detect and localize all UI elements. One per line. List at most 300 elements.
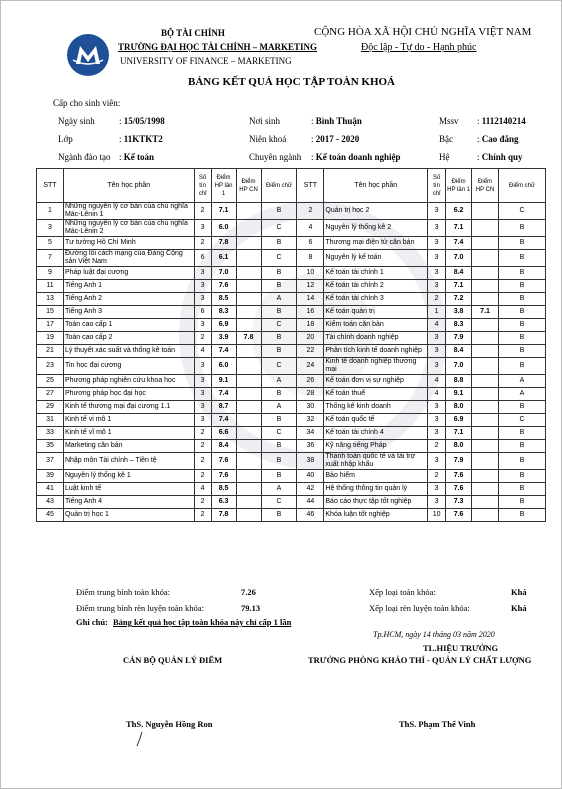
cell-score-1: 7.3 <box>446 496 472 509</box>
cell-stt: 23 <box>37 358 64 375</box>
signer-left-name: ThS. Nguyễn Hồng Ron <box>126 719 213 729</box>
system-label: Hệ <box>439 152 450 162</box>
cell-stt: 17 <box>37 319 64 332</box>
cell-stt: 25 <box>37 375 64 388</box>
cell-letter: B <box>261 203 297 220</box>
table-row <box>37 483 546 496</box>
cell-course: Nguyên lý kế toán <box>324 250 428 267</box>
cell-course: Kế toán tài chính 1 <box>324 267 428 280</box>
cell-score-1: 8.0 <box>446 440 472 453</box>
cell-stt: 46 <box>297 509 324 522</box>
cell-course: Những nguyên lý cơ bản của chủ nghĩa Mác-Lênin 1 <box>63 203 194 220</box>
cell-stt: 5 <box>37 237 64 250</box>
cell-course: Thống kê kinh doanh <box>324 401 428 414</box>
conduct-rank-value: Khá <box>511 603 527 613</box>
cell-stt: 36 <box>297 440 324 453</box>
cell-credits: 3 <box>194 267 211 280</box>
cell-stt: 30 <box>297 401 324 414</box>
cell-letter: B <box>261 414 297 427</box>
cell-score-final <box>472 414 499 427</box>
ministry-name: BỘ TÀI CHÍNH <box>161 28 225 38</box>
header-score-final: Điểm HP CN <box>472 169 499 203</box>
header-letter: Điểm chữ <box>499 169 546 203</box>
table-row <box>37 427 546 440</box>
cell-score-final <box>236 250 261 267</box>
cell-letter: B <box>499 358 546 375</box>
cell-credits: 2 <box>428 470 446 483</box>
cell-credits: 2 <box>194 453 211 470</box>
cell-score-final <box>472 345 499 358</box>
cell-course: Luật kinh tế <box>63 483 194 496</box>
cell-stt: 10 <box>297 267 324 280</box>
cell-score-final <box>236 280 261 293</box>
cell-score-final <box>236 293 261 306</box>
cell-score-final <box>236 306 261 319</box>
cell-score-final <box>236 453 261 470</box>
system-value: Chính quy <box>481 152 523 162</box>
cell-score-final <box>236 440 261 453</box>
cell-course: Bảo hiểm <box>324 470 428 483</box>
cell-score-1: 7.6 <box>446 509 472 522</box>
cell-course: Phương pháp nghiên cứu khoa học <box>63 375 194 388</box>
cell-score-1: 6.3 <box>211 496 236 509</box>
specialization-value: Kế toán doanh nghiệp <box>315 152 401 162</box>
cell-letter: B <box>499 401 546 414</box>
cell-score-1: 8.4 <box>211 440 236 453</box>
cell-score-final <box>472 440 499 453</box>
table-row <box>37 358 546 375</box>
class-label: Lớp <box>58 134 73 144</box>
cell-course: Kế toán quản trị <box>324 306 428 319</box>
cell-letter: B <box>261 306 297 319</box>
cell-credits: 3 <box>428 358 446 375</box>
cell-score-1: 8.0 <box>446 401 472 414</box>
cell-stt: 16 <box>297 306 324 319</box>
cell-credits: 2 <box>428 293 446 306</box>
cell-course: Đường lối cách mạng của Đảng Cộng sản Việt Nam <box>63 250 194 267</box>
table-row <box>37 203 546 220</box>
table-row <box>37 440 546 453</box>
cell-letter: B <box>499 332 546 345</box>
cell-score-1: 7.0 <box>211 267 236 280</box>
cell-score-1: 9.1 <box>446 388 472 401</box>
table-row <box>37 293 546 306</box>
conduct-rank-label: Xếp loại rèn luyện toàn khóa: <box>369 603 470 613</box>
conduct-value: 79.13 <box>241 603 261 613</box>
cell-credits: 3 <box>428 250 446 267</box>
table-row <box>37 332 546 345</box>
cell-score-1: 7.9 <box>446 332 472 345</box>
table-row <box>37 250 546 267</box>
birthplace-value: Bình Thuận <box>315 116 362 126</box>
cell-score-final <box>472 319 499 332</box>
cell-score-final <box>472 496 499 509</box>
cell-score-1: 8.7 <box>211 401 236 414</box>
cell-score-final <box>472 237 499 250</box>
cell-letter: B <box>499 427 546 440</box>
level-label: Bậc <box>439 134 453 144</box>
table-row <box>37 496 546 509</box>
header-letter: Điểm chữ <box>261 169 297 203</box>
cell-score-1: 7.6 <box>446 470 472 483</box>
cell-score-1: 7.4 <box>211 414 236 427</box>
rank-label: Xếp loại toàn khóa: <box>369 587 436 597</box>
cell-course: Nhập môn Tài chính – Tiền tệ <box>63 453 194 470</box>
cell-score-1: 8.5 <box>211 483 236 496</box>
cell-credits: 3 <box>428 414 446 427</box>
cell-stt: 44 <box>297 496 324 509</box>
cell-stt: 21 <box>37 345 64 358</box>
cell-stt: 40 <box>297 470 324 483</box>
header-stt: STT <box>37 169 64 203</box>
cell-score-1: 6.2 <box>446 203 472 220</box>
cell-course: Nguyên lý thống kê 2 <box>324 220 428 237</box>
cell-credits: 2 <box>194 332 211 345</box>
cell-stt: 14 <box>297 293 324 306</box>
note-label: Ghi chú: <box>76 617 108 627</box>
dob-value: 15/05/1998 <box>123 116 165 126</box>
table-row <box>37 414 546 427</box>
cell-score-1: 8.3 <box>211 306 236 319</box>
cell-score-1: 3.9 <box>211 332 236 345</box>
cell-stt: 24 <box>297 358 324 375</box>
cell-letter: B <box>261 237 297 250</box>
cell-letter: C <box>261 358 297 375</box>
cell-score-1: 7.0 <box>446 358 472 375</box>
cell-letter: C <box>261 319 297 332</box>
cell-stt: 2 <box>297 203 324 220</box>
cell-score-1: 7.9 <box>446 453 472 470</box>
table-row <box>37 375 546 388</box>
cell-stt: 41 <box>37 483 64 496</box>
cell-credits: 2 <box>194 203 211 220</box>
cell-stt: 20 <box>297 332 324 345</box>
birthplace-label: Nơi sinh <box>249 116 281 126</box>
cell-course: Phương pháp học đại học <box>63 388 194 401</box>
cell-letter: B <box>261 470 297 483</box>
conduct-label: Điểm trung bình rèn luyện toàn khóa: <box>76 603 204 613</box>
issue-date: Tp.HCM, ngày 14 tháng 03 năm 2020 <box>373 630 495 639</box>
cell-score-final: 7.8 <box>236 332 261 345</box>
cell-stt: 13 <box>37 293 64 306</box>
cell-score-final <box>472 470 499 483</box>
cell-credits: 10 <box>428 509 446 522</box>
issued-for-label: Cấp cho sinh viên: <box>53 98 121 108</box>
cell-score-1: 7.1 <box>446 220 472 237</box>
cell-stt: 29 <box>37 401 64 414</box>
cell-credits: 1 <box>428 306 446 319</box>
major-label: Ngành đào tạo <box>58 152 111 162</box>
cell-score-final <box>472 453 499 470</box>
cell-credits: 3 <box>428 332 446 345</box>
cell-course: Kế toán tài chính 3 <box>324 293 428 306</box>
header-score-final: Điểm HP CN <box>236 169 261 203</box>
cell-stt: 8 <box>297 250 324 267</box>
cell-credits: 2 <box>428 440 446 453</box>
cell-course: Pháp luật đại cương <box>63 267 194 280</box>
cell-course: Kế toán tài chính 2 <box>324 280 428 293</box>
table-row <box>37 319 546 332</box>
cell-course: Phân tích kinh tế doanh nghiệp <box>324 345 428 358</box>
table-row <box>37 237 546 250</box>
cell-score-final <box>472 509 499 522</box>
table-row <box>37 280 546 293</box>
cohort-label: Niên khoá <box>249 134 287 144</box>
cell-letter: B <box>499 220 546 237</box>
cell-course: Kế toán thuế <box>324 388 428 401</box>
cell-score-final <box>472 483 499 496</box>
cell-credits: 3 <box>428 220 446 237</box>
cell-course: Kế toán tài chính 4 <box>324 427 428 440</box>
cell-score-final <box>472 388 499 401</box>
cell-score-final <box>236 496 261 509</box>
cell-score-1: 7.6 <box>211 280 236 293</box>
cell-course: Kinh tế doanh nghiệp thương mại <box>324 358 428 375</box>
cell-course: Thanh toán quốc tế và tài trợ xuất nhập khẩu <box>324 453 428 470</box>
signer-right-name: ThS. Phạm Thế Vinh <box>399 719 476 729</box>
cell-credits: 3 <box>428 427 446 440</box>
cell-stt: 19 <box>37 332 64 345</box>
cell-score-final <box>472 332 499 345</box>
cell-score-1: 7.4 <box>211 388 236 401</box>
cell-credits: 3 <box>194 358 211 375</box>
cell-course: Thương mại điện tử căn bản <box>324 237 428 250</box>
cell-letter: A <box>261 293 297 306</box>
cell-stt: 37 <box>37 453 64 470</box>
cell-credits: 3 <box>194 375 211 388</box>
cell-letter: C <box>261 496 297 509</box>
cell-course: Báo cáo thực tập tốt nghiệp <box>324 496 428 509</box>
university-name-vi: TRƯỜNG ĐẠI HỌC TÀI CHÍNH – MARKETING <box>118 42 318 52</box>
cell-letter: B <box>499 470 546 483</box>
cell-letter: B <box>499 509 546 522</box>
specialization-label: Chuyên ngành <box>249 152 302 162</box>
cell-score-1: 7.1 <box>211 203 236 220</box>
cell-course: Nguyên lý thống kê 1 <box>63 470 194 483</box>
cell-score-final <box>236 358 261 375</box>
major-value: Kế toán <box>123 152 155 162</box>
cell-score-final <box>236 203 261 220</box>
cell-letter: B <box>261 280 297 293</box>
cell-stt: 7 <box>37 250 64 267</box>
table-header-row <box>37 169 546 203</box>
cell-score-final <box>472 358 499 375</box>
cell-score-final <box>236 237 261 250</box>
cell-credits: 3 <box>428 237 446 250</box>
cell-score-final <box>236 220 261 237</box>
cell-score-1: 7.6 <box>446 483 472 496</box>
cell-score-final: 7.1 <box>472 306 499 319</box>
cell-score-final <box>472 427 499 440</box>
cell-course: Kỹ năng tiếng Pháp <box>324 440 428 453</box>
cell-letter: B <box>261 388 297 401</box>
cell-score-final <box>236 414 261 427</box>
cell-score-final <box>236 388 261 401</box>
cell-stt: 15 <box>37 306 64 319</box>
cell-score-1: 3.8 <box>446 306 472 319</box>
cell-score-final <box>472 280 499 293</box>
cell-letter: C <box>499 203 546 220</box>
cell-credits: 3 <box>428 267 446 280</box>
student-id-label: Mssv <box>439 116 459 126</box>
cell-course: Kế toán đơn vị sự nghiệp <box>324 375 428 388</box>
cell-letter: C <box>261 427 297 440</box>
cell-letter: C <box>261 250 297 267</box>
cell-letter: B <box>499 319 546 332</box>
cell-score-final <box>236 427 261 440</box>
cell-score-final <box>236 509 261 522</box>
cell-stt: 3 <box>37 220 64 237</box>
cell-course: Tiếng Anh 3 <box>63 306 194 319</box>
cell-credits: 3 <box>428 453 446 470</box>
transcript-page: BỘ TÀI CHÍNH TRƯỜNG ĐẠI HỌC TÀI CHÍNH – MARKETING UNIVERSITY OF FINANCE – MARKETING CỘNG HÒA XÃ HỘI CHỦ NGHĨA VIỆT NAM Độc lập - Tự do - Hạnh phúc BẢNG KẾT QUẢ HỌC TẬP TOÀN KHOÁ Cấp cho sinh viên: Ngày sinh : 15/05/1998 Nơi sinh : Bình Thuận Mssv : 1112140214 Lớp : 11KTKT2 Niên khoá : 2017 - 2020 Bậc : Cao đẳng Ngành đào tạo : Kế toán Chuyên ngành : Kế toán doanh nghiệp Hệ : Chính quy STT Tên học phần Số tín chỉ Điểm HP lần 1 Điểm HP CN Điểm chữ STT Tên học phần Số tín chỉ Điểm HP lần 1 Điểm HP CN Điểm chữ 1 Những nguyên lý cơ bản của chủ nghĩa Mác-Lênin 1 2 7.1 B 2 Quản trị học 2 3 6.2 C 3 Những nguyên lý cơ bản của chủ nghĩa Mác-Lênin 2 3 6.0 C 4 Nguyên lý thống kê 2 3 7.1 B 5 Tư tưởng Hồ Chí Minh 2 7.8 B 6 Thương mại điện tử căn bản 3 7.4 B 7 Đường lối cách mạng của Đảng Cộng sản Việt Nam 6 6.1 C 8 Nguyên lý kế toán 3 7.0 B 9 Pháp luật đại cương 3 7.0 B 10 Kế toán tài chính 1 3 8.4 B 11 Tiếng Anh 1 3 7.6 B 12 Kế toán tài chính 2 3 7.1 B 13 Tiếng Anh 2 3 8.5 A 14 Kế toán tài chính 3 2 7.2 B 15 Tiếng Anh 3 6 8.3 B 16 Kế toán quản trị 1 3.8 7.1 B 17 Toán cao cấp 1 3 6.9 C 18 Kiểm toán căn bản 4 8.3 B 19 Toán cao cấp 2 2 3.9 7.8 B 20 Tài chính doanh nghiệp 3 7.9 B 21 Lý thuyết xác suất và thống kê toán 4 7.4 B 22 Phân tích kinh tế doanh nghiệp 3 8.4 B 23 Tin học đại cương 3 6.0 C 24 Kinh tế doanh nghiệp thương mại 3 7.0 B 25 Phương pháp nghiên cứu khoa học 3 9.1 A 26 Kế toán đơn vị sự nghiệp 4 8.8 A 27 Phương pháp học đại học 3 7.4 B 28 Kế toán thuế 4 9.1 A 29 Kinh tế thương mại đại cương 1.1 3 8.7 A 30 Thống kê kinh doanh 3 8.0 B 31 Kinh tế vi mô 1 3 7.4 B 32 Kế toán quốc tế 3 6.9 C 33 Kinh tế vĩ mô 1 2 6.6 C 34 Kế toán tài chính 4 3 7.1 B 35 Marketing căn bản 2 8.4 B 36 Kỹ năng tiếng Pháp 2 8.0 B 37 Nhập môn Tài chính – Tiền tệ 2 7.6 B 38 Thanh toán quốc tế và tài trợ xuất nhập khẩu 3 7.9 B 39 Nguyên lý thống kê 1 2 7.6 B 40 Bảo hiểm 2 7.6 B 41 Luật kinh tế 4 8.5 A 42 Hệ thống thông tin quản lý 3 7.6 B 43 Tiếng Anh 4 2 6.3 C 44 Báo cáo thực tập tốt nghiệp 3 7.3 B 45 Quản trị học 1 2 7.8 B 46 Khóa luận tốt nghiệp 10 7.6 B Điểm trung bình toàn khóa: 7.26 Điểm trung bình rèn luyện toàn khóa: 79.13 Xếp loại toàn khóa: Khá Xếp loại rèn luyện toàn khóa: Khá Ghi chú: Bảng kết quả học tập toàn khóa này chỉ cấp 1 lần Tp.HCM, ngày 14 tháng 03 năm 2020 TL.HIỆU TRƯỞNG CÁN BỘ QUẢN LÝ ĐIỂM TRƯỞNG PHÒNG KHẢO THÍ - QUẢN LÝ CHẤT LƯỢNG ThS. Nguyễn Hồng Ron ThS. Phạm Thế Vinh <box>0 0 562 789</box>
cell-course: Quản trị học 2 <box>324 203 428 220</box>
cell-credits: 3 <box>428 345 446 358</box>
cell-score-1: 8.4 <box>446 345 472 358</box>
cell-letter: B <box>499 250 546 267</box>
cell-stt: 28 <box>297 388 324 401</box>
signer-right-title: TRƯỞNG PHÒNG KHẢO THÍ - QUẢN LÝ CHẤT LƯỢNG <box>308 655 532 665</box>
cell-score-final <box>236 470 261 483</box>
cell-score-final <box>472 267 499 280</box>
header-course: Tên học phần <box>63 169 194 203</box>
cell-course: Khóa luận tốt nghiệp <box>324 509 428 522</box>
header-score-1: Điểm HP lần 1 <box>211 169 236 203</box>
cell-letter: C <box>499 414 546 427</box>
cell-credits: 4 <box>428 388 446 401</box>
cell-credits: 6 <box>194 250 211 267</box>
cell-stt: 6 <box>297 237 324 250</box>
cell-letter: B <box>499 440 546 453</box>
student-id-value: 1112140214 <box>481 116 526 126</box>
cell-score-1: 6.6 <box>211 427 236 440</box>
cell-credits: 6 <box>194 306 211 319</box>
cell-letter: B <box>261 509 297 522</box>
cell-letter: B <box>499 483 546 496</box>
cell-credits: 3 <box>428 280 446 293</box>
cell-course: Toán cao cấp 1 <box>63 319 194 332</box>
level-value: Cao đẳng <box>481 134 519 144</box>
cell-stt: 45 <box>37 509 64 522</box>
cell-score-1: 7.8 <box>211 237 236 250</box>
cell-stt: 39 <box>37 470 64 483</box>
cell-course: Toán cao cấp 2 <box>63 332 194 345</box>
gpa-value: 7.26 <box>241 587 256 597</box>
cell-letter: B <box>499 496 546 509</box>
cell-credits: 2 <box>194 237 211 250</box>
cell-stt: 35 <box>37 440 64 453</box>
cell-course: Kế toán quốc tế <box>324 414 428 427</box>
cell-letter: B <box>261 440 297 453</box>
cohort-value: 2017 - 2020 <box>315 134 360 144</box>
cell-credits: 4 <box>428 375 446 388</box>
national-motto: Độc lập - Tự do - Hạnh phúc <box>361 42 477 53</box>
cell-credits: 3 <box>194 388 211 401</box>
header-score-1: Điểm HP lần 1 <box>446 169 472 203</box>
cell-course: Tư tưởng Hồ Chí Minh <box>63 237 194 250</box>
table-row <box>37 267 546 280</box>
cell-credits: 3 <box>194 280 211 293</box>
cell-credits: 4 <box>428 319 446 332</box>
cell-course: Kinh tế thương mại đại cương 1.1 <box>63 401 194 414</box>
table-row <box>37 345 546 358</box>
cell-letter: C <box>261 220 297 237</box>
cell-score-final <box>236 401 261 414</box>
cell-stt: 26 <box>297 375 324 388</box>
cell-stt: 11 <box>37 280 64 293</box>
page-title: BẢNG KẾT QUẢ HỌC TẬP TOÀN KHOÁ <box>188 76 396 88</box>
cell-course: Kinh tế vi mô 1 <box>63 414 194 427</box>
cell-credits: 2 <box>194 496 211 509</box>
cell-credits: 2 <box>194 470 211 483</box>
cell-credits: 2 <box>194 440 211 453</box>
cell-credits: 3 <box>194 319 211 332</box>
cell-credits: 4 <box>194 345 211 358</box>
cell-stt: 1 <box>37 203 64 220</box>
cell-score-1: 7.6 <box>211 470 236 483</box>
cell-score-final <box>236 319 261 332</box>
cell-letter: B <box>499 237 546 250</box>
cell-course: Tiếng Anh 1 <box>63 280 194 293</box>
dob-label: Ngày sinh <box>58 116 95 126</box>
gpa-label: Điểm trung bình toàn khóa: <box>76 587 170 597</box>
cell-credits: 3 <box>194 293 211 306</box>
cell-credits: 3 <box>428 401 446 414</box>
cell-letter: B <box>499 280 546 293</box>
cell-score-1: 6.9 <box>446 414 472 427</box>
cell-score-final <box>472 401 499 414</box>
signer-right-prefix: TL.HIỆU TRƯỞNG <box>423 643 499 653</box>
cell-score-1: 8.5 <box>211 293 236 306</box>
header-credits: Số tín chỉ <box>428 169 446 203</box>
cell-letter: B <box>499 345 546 358</box>
signer-left-title: CÁN BỘ QUẢN LÝ ĐIỂM <box>123 655 223 665</box>
cell-stt: 9 <box>37 267 64 280</box>
cell-stt: 27 <box>37 388 64 401</box>
cell-score-1: 6.0 <box>211 220 236 237</box>
cell-letter: B <box>499 306 546 319</box>
cell-credits: 3 <box>428 496 446 509</box>
cell-stt: 33 <box>37 427 64 440</box>
cell-letter: B <box>261 453 297 470</box>
cell-letter: A <box>499 375 546 388</box>
cell-letter: B <box>261 332 297 345</box>
table-row <box>37 453 546 470</box>
cell-letter: B <box>261 345 297 358</box>
header-stt: STT <box>297 169 324 203</box>
table-row <box>37 306 546 319</box>
cell-letter: B <box>499 293 546 306</box>
cell-course: Những nguyên lý cơ bản của chủ nghĩa Mác-Lênin 2 <box>63 220 194 237</box>
cell-score-1: 8.4 <box>446 267 472 280</box>
cell-credits: 2 <box>194 509 211 522</box>
cell-letter: B <box>261 267 297 280</box>
header-course: Tên học phần <box>324 169 428 203</box>
cell-score-1: 7.1 <box>446 427 472 440</box>
cell-score-final <box>472 375 499 388</box>
republic-name: CỘNG HÒA XÃ HỘI CHỦ NGHĨA VIỆT NAM <box>314 26 532 38</box>
cell-course: Tiếng Anh 2 <box>63 293 194 306</box>
cell-score-final <box>236 483 261 496</box>
cell-stt: 12 <box>297 280 324 293</box>
cell-stt: 32 <box>297 414 324 427</box>
cell-score-1: 6.9 <box>211 319 236 332</box>
cell-stt: 38 <box>297 453 324 470</box>
cell-letter: A <box>261 375 297 388</box>
cell-stt: 34 <box>297 427 324 440</box>
grades-table <box>36 168 546 522</box>
cell-score-final <box>236 375 261 388</box>
